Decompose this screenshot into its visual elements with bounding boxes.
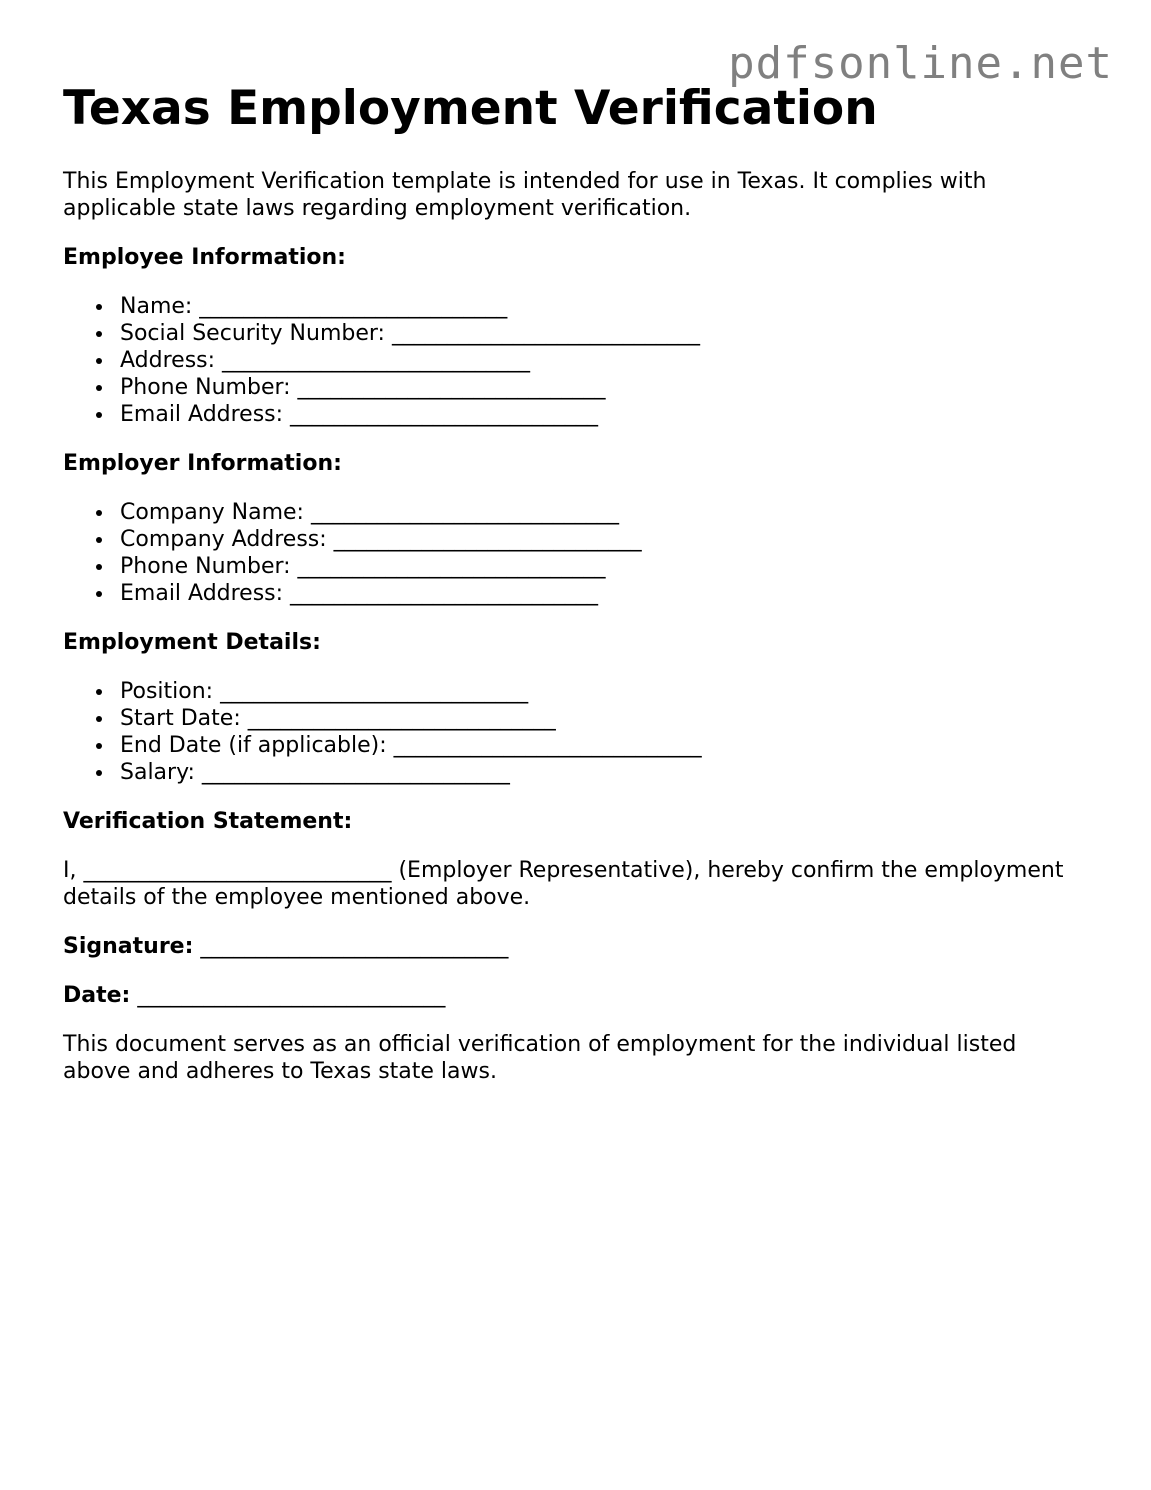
employee-phone-field[interactable]: Phone Number: ____________________________ xyxy=(120,374,1083,401)
position-field[interactable]: Position: ____________________________ xyxy=(120,678,1083,705)
employer-phone-field[interactable]: Phone Number: ____________________________ xyxy=(120,553,1083,580)
employee-fields xyxy=(63,293,1083,428)
start-date-field[interactable]: Start Date: ____________________________ xyxy=(120,705,1083,732)
employment-heading: Employment Details: xyxy=(63,630,321,655)
page-title: Texas Employment Verification xyxy=(63,81,878,136)
date-line xyxy=(63,982,1083,1009)
date-blank[interactable]: ____________________________ xyxy=(137,983,446,1008)
company-address-field[interactable]: Company Address: ____________________________ xyxy=(120,526,1083,553)
verification-statement[interactable]: I, ____________________________ (Employer Representative), hereby confirm the employment details of the employee mentioned above. xyxy=(63,858,1064,910)
signature-label: Signature: xyxy=(63,934,194,959)
footer-paragraph: This document serves as an official verification of employment for the individual listed above and adheres to Texas state laws. xyxy=(63,1032,1017,1084)
intro-paragraph: This Employment Verification template is intended for use in Texas. It complies with applicable state laws regarding employment verification. xyxy=(63,169,987,221)
salary-field[interactable]: Salary: ____________________________ xyxy=(120,759,1083,786)
employer-email-field[interactable]: Email Address: ____________________________ xyxy=(120,580,1083,607)
employee-email-field[interactable]: Email Address: ____________________________ xyxy=(120,401,1083,428)
verification-heading: Verification Statement: xyxy=(63,809,353,834)
employee-ssn-field[interactable]: Social Security Number: ____________________________ xyxy=(120,320,1083,347)
employee-name-field[interactable]: Name: ____________________________ xyxy=(120,293,1083,320)
employer-heading: Employer Information: xyxy=(63,451,342,476)
signature-blank[interactable]: ____________________________ xyxy=(200,934,509,959)
document-page xyxy=(63,80,1083,1085)
employee-address-field[interactable]: Address: ____________________________ xyxy=(120,347,1083,374)
employment-fields xyxy=(63,678,1083,786)
signature-line xyxy=(63,933,1083,960)
end-date-field[interactable]: End Date (if applicable): ____________________________ xyxy=(120,732,1083,759)
watermark: pdfsonline.net xyxy=(728,38,1113,89)
date-label: Date: xyxy=(63,983,131,1008)
company-name-field[interactable]: Company Name: ____________________________ xyxy=(120,499,1083,526)
employer-fields xyxy=(63,499,1083,607)
employee-heading: Employee Information: xyxy=(63,245,346,270)
